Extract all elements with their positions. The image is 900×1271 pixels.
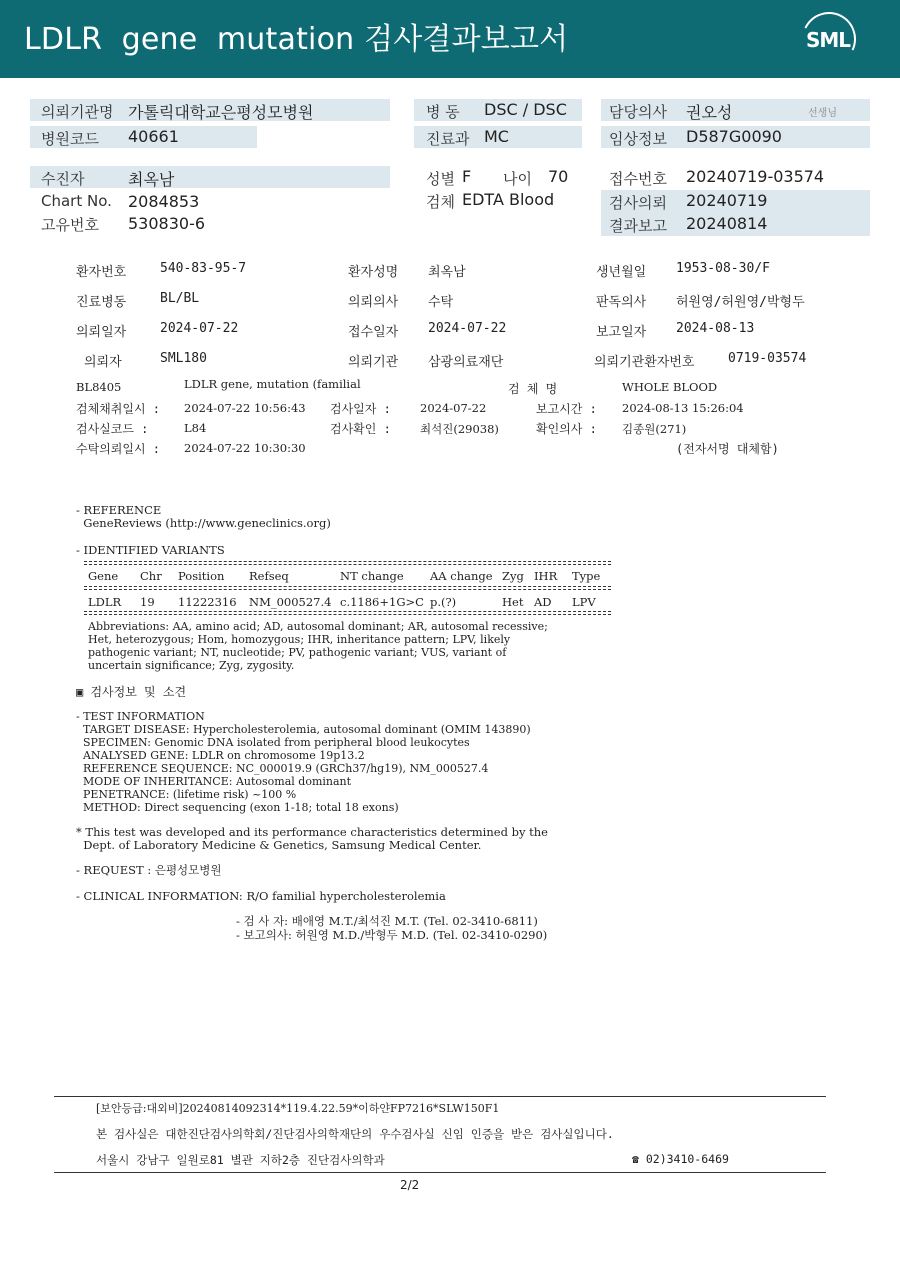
td-aa-change: p.(?) [430, 595, 457, 609]
pb-label: 보고일자 [596, 325, 647, 340]
tb-consign-label: 수탁의뢰일시 : [76, 442, 161, 456]
tb-specimen-value: WHOLE BLOOD [622, 380, 718, 394]
test-name: LDLR gene, mutation (familial [184, 377, 361, 391]
tb-room-label: 검사실코드 : [76, 422, 149, 436]
tb-test-date-label: 검사일자 : [330, 402, 391, 416]
pb-value: 2024-07-22 [160, 321, 239, 336]
pb-value: 삼광의료재단 [428, 355, 504, 370]
pb-value: 1953-08-30/F [676, 261, 770, 276]
table-rule-top [84, 561, 611, 562]
table-rule-mid2 [84, 589, 611, 590]
th-nt-change: NT change [340, 569, 404, 583]
unique-value: 530830-6 [128, 214, 206, 233]
phone-line: ☎ 02)3410-6469 [632, 1152, 729, 1166]
tb-collect-value: 2024-07-22 10:56:43 [184, 401, 306, 415]
pb-label: 의뢰기관환자번호 [594, 355, 695, 370]
patient-value: 최옥남 [128, 170, 175, 189]
td-refseq: NM_000527.4 [249, 595, 332, 609]
pb-value: 540-83-95-7 [160, 261, 247, 276]
table-rule-bottom2 [84, 614, 611, 615]
tb-report-time-label: 보고시간 : [536, 402, 597, 416]
footer-rule-top [54, 1096, 826, 1097]
pb-label: 의뢰일자 [76, 325, 127, 340]
pb-label: 진료병동 [76, 295, 127, 310]
pb-value: 허원영/허원영/박형두 [676, 295, 805, 310]
developer-note: * This test was developed and its performance characteristics determined by the Dept. of Laboratory Medicine & Genetics, Samsung Medical Center. [76, 825, 548, 852]
req-org-value: 가톨릭대학교은평성모병원 [128, 103, 314, 122]
th-zyg: Zyg [502, 569, 524, 583]
tb-specimen-label: 검 체 명 [508, 382, 558, 396]
th-chr: Chr [140, 569, 162, 583]
tester-line: - 검 사 자: 배애영 M.T./최석진 M.T. (Tel. 02-3410-6811) [236, 914, 538, 928]
pb-label: 환자성명 [348, 265, 399, 280]
logo-text: SML [806, 28, 851, 52]
td-chr: 19 [140, 595, 155, 609]
pb-value: 최옥남 [428, 265, 466, 280]
ward-label: 병 동 [426, 103, 460, 121]
td-gene: LDLR [88, 595, 122, 609]
page-number: 2/2 [400, 1178, 420, 1192]
pb-label: 생년월일 [596, 265, 647, 280]
th-gene: Gene [88, 569, 119, 583]
doctor-label: 담당의사 [609, 103, 667, 121]
pb-value: 0719-03574 [728, 351, 807, 366]
td-type: LPV [572, 595, 596, 609]
test-code: BL8405 [76, 380, 122, 394]
td-ihr: AD [534, 595, 552, 609]
th-aa-change: AA change [430, 569, 493, 583]
table-rule-mid [84, 586, 611, 587]
request-date-label: 검사의뢰 [609, 194, 667, 212]
ref-body: GeneReviews (http://www.geneclinics.org) [76, 516, 331, 530]
clinical-value: D587G0090 [686, 127, 782, 146]
clinical-label: 임상정보 [609, 130, 667, 148]
section-heading: ▣ 검사정보 및 소견 [76, 685, 187, 699]
hosp-code-label: 병원코드 [41, 130, 99, 148]
tb-confirm-doc-label: 확인의사 : [536, 422, 597, 436]
unique-label: 고유번호 [41, 216, 99, 234]
sex-value: F [462, 167, 472, 186]
pb-value: 수탁 [428, 295, 454, 310]
sml-logo [802, 12, 856, 66]
pb-label: 의뢰기관 [348, 355, 399, 370]
tb-collect-label: 검체채취일시 : [76, 402, 161, 416]
security-line: [보안등급:대외비]20240814092314*119.4.22.59*이하얀FP7216*SLW150F1 [96, 1102, 500, 1115]
certification-line: 본 검사실은 대한진단검사의학회/진단검사의학재단의 우수검사실 신임 인증을 받은 검사실입니다. [96, 1127, 614, 1141]
age-value: 70 [548, 167, 569, 186]
pb-label: 판독의사 [596, 295, 647, 310]
request-line: - REQUEST : 은평성모병원 [76, 863, 222, 877]
tb-consign-value: 2024-07-22 10:30:30 [184, 441, 306, 455]
th-type: Type [572, 569, 601, 583]
tb-report-time-value: 2024-08-13 15:26:04 [622, 401, 744, 415]
specimen-value: EDTA Blood [462, 190, 555, 209]
report-title: LDLR gene mutation 검사결과보고서 [24, 22, 569, 57]
pb-value: BL/BL [160, 291, 200, 306]
address-line: 서울시 강남구 일원로81 별관 지하2층 진단검사의학과 [96, 1153, 385, 1167]
pb-label: 의뢰의사 [348, 295, 399, 310]
patient-label: 수진자 [41, 170, 85, 188]
footer-rule-bottom [54, 1172, 826, 1173]
pb-label: 접수일자 [348, 325, 399, 340]
dept-value: MC [484, 127, 509, 146]
report-date-value: 20240814 [686, 214, 768, 233]
clinical-line: - CLINICAL INFORMATION: R/O familial hypercholesterolemia [76, 889, 446, 903]
pb-label: 환자번호 [76, 265, 127, 280]
ref-heading: - REFERENCE [76, 503, 162, 517]
pb-value: 2024-08-13 [676, 321, 755, 336]
tb-confirm-label: 검사확인 : [330, 422, 391, 436]
specimen-label: 검체 [426, 193, 455, 211]
th-position: Position [178, 569, 225, 583]
doctor-suffix: 선생님 [808, 108, 837, 119]
reporter-line: - 보고의사: 허원영 M.D./박형두 M.D. (Tel. 02-3410-0290) [236, 928, 548, 942]
doctor-value: 권오성 [686, 103, 733, 122]
request-date-value: 20240719 [686, 191, 768, 210]
pb-value: 2024-07-22 [428, 321, 507, 336]
chart-value: 2084853 [128, 192, 200, 211]
td-zyg: Het [502, 595, 524, 609]
receipt-value: 20240719-03574 [686, 167, 825, 186]
variants-heading: - IDENTIFIED VARIANTS [76, 543, 225, 557]
table-rule-top2 [84, 564, 611, 565]
pb-label: 의뢰자 [84, 355, 122, 370]
hosp-code-value: 40661 [128, 127, 179, 146]
dept-label: 진료과 [426, 130, 470, 148]
tb-test-date-value: 2024-07-22 [420, 401, 487, 415]
tb-confirm-doc-value: 김종원(271) [622, 422, 687, 436]
table-rule-bottom [84, 611, 611, 612]
req-org-label: 의뢰기관명 [41, 103, 114, 121]
td-nt-change: c.1186+1G>C [340, 595, 424, 609]
report-date-label: 결과보고 [609, 217, 667, 235]
pb-value: SML180 [160, 351, 207, 366]
td-position: 11222316 [178, 595, 237, 609]
ward-value: DSC / DSC [484, 100, 567, 119]
sex-label: 성별 [426, 170, 455, 188]
tb-confirm-value: 최석진(29038) [420, 422, 499, 436]
receipt-label: 접수번호 [609, 170, 667, 188]
chart-label: Chart No. [41, 192, 112, 210]
th-refseq: Refseq [249, 569, 289, 583]
age-label: 나이 [503, 170, 532, 188]
tb-esign: (전자서명 대체함) [676, 442, 779, 456]
th-ihr: IHR [534, 569, 558, 583]
abbreviations: Abbreviations: AA, amino acid; AD, autosomal dominant; AR, autosomal recessive; Het, heterozygous; Hom, homozygous; IHR, inheritance pattern; LPV, likely pathogenic variant; NT, nucleotide; PV, pathogenic variant; VUS, variant of uncertain significance; Zyg, zygosity. [88, 620, 548, 672]
tb-room-value: L84 [184, 421, 207, 435]
test-information: - TEST INFORMATION TARGET DISEASE: Hypercholesterolemia, autosomal dominant (OMIM 143890) SPECIMEN: Genomic DNA isolated from peripheral blood leukocytes ANALYSED GENE: LDLR on chromosome 19p13.2 REFERENCE SEQUENCE: NC_000019.9 (GRCh37/hg19), NM_000527.4 MODE OF INHERITANCE: Autosomal dominant PENETRANCE: (lifetime risk) ~100 % METHOD: Direct sequencing (exon 1-18; total 18 exons) [76, 710, 531, 814]
